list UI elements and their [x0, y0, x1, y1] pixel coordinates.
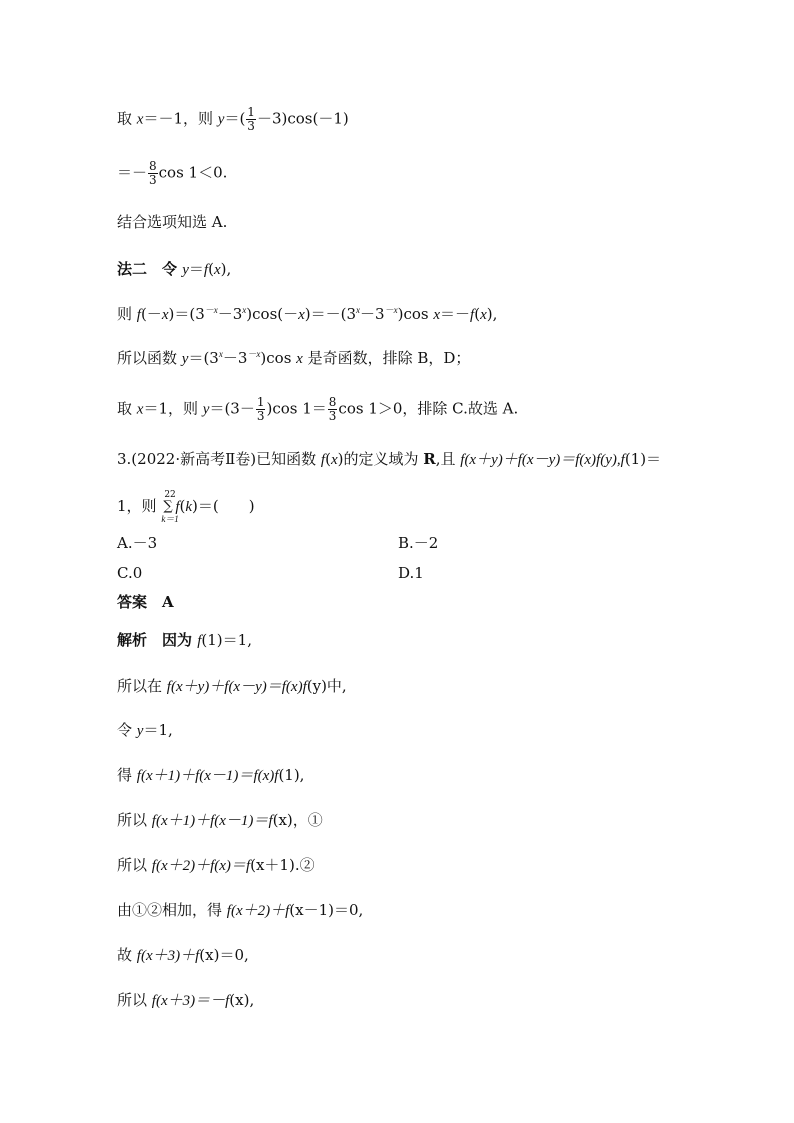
var-f: f [285, 903, 290, 919]
option-c: C.0 [117, 564, 143, 582]
text: (－ [140, 305, 162, 323]
numerator: 8 [328, 395, 337, 409]
numerator: 1 [256, 395, 265, 409]
text: 所以 [117, 991, 152, 1009]
text: )＝－(3 [304, 305, 357, 323]
text: (x＋3)＝－ [155, 993, 226, 1009]
text: ＝1, [143, 721, 173, 739]
var-f: f [175, 499, 180, 515]
text: (x－1)＝0, [289, 901, 364, 919]
question-3-stem [117, 449, 661, 470]
var-f: f [302, 679, 307, 695]
line-method-two [117, 259, 231, 280]
text: )cos [397, 305, 434, 323]
text: (1), [278, 766, 305, 784]
text: )＝( ) [192, 497, 255, 515]
var-f: f [195, 948, 200, 964]
text: (x＋y)＋ [464, 452, 518, 468]
text: (y)中, [306, 677, 347, 695]
fraction [246, 106, 256, 133]
var-f: f [460, 452, 465, 468]
var-x: x [480, 307, 487, 323]
var-f: f [225, 993, 230, 1009]
text: 取 [117, 109, 137, 128]
fraction [148, 160, 158, 187]
text: ( [325, 450, 331, 468]
sigma-sum [161, 490, 179, 524]
text: (x) [257, 768, 275, 784]
text: )的定义域为 [337, 450, 424, 468]
var-f: f [517, 452, 522, 468]
text: ＝( [224, 109, 246, 128]
text: )＝(3 [168, 305, 205, 323]
text: ,且 [435, 450, 461, 468]
text: －3 [217, 305, 243, 323]
text: ＝ [188, 260, 204, 278]
text: ＝－ [117, 163, 148, 182]
var-y: y [217, 111, 225, 128]
text: (1)＝1, [201, 631, 252, 649]
text: (y), [600, 452, 621, 468]
text: －3 [222, 349, 248, 367]
text: (1)＝ [624, 450, 662, 468]
var-f: f [320, 452, 326, 468]
var-y: y [181, 351, 189, 367]
var-f: f [151, 858, 156, 874]
text: (x) [285, 679, 303, 695]
text: (x), [229, 991, 255, 1009]
text: (x＋2)＋ [155, 858, 211, 874]
line-f-neg-x [117, 304, 497, 325]
numerator: 1 [247, 105, 255, 119]
text: (x＋3)＋ [140, 948, 196, 964]
question-3-sum [117, 490, 255, 524]
text: cos 1＞0，排除 C.故选 A. [338, 399, 519, 418]
solution-line-2 [117, 676, 347, 697]
text: 所以在 [117, 677, 167, 695]
text: 令 [117, 721, 137, 739]
text: (x)＝0, [199, 946, 249, 964]
var-f: f [470, 307, 475, 323]
var-x: x [330, 452, 338, 468]
var-f: f [197, 633, 202, 649]
line-result-neg [117, 160, 227, 187]
var-k: k [185, 499, 193, 515]
var-y: y [202, 401, 210, 418]
var-x: x [433, 307, 441, 323]
var-x: x [213, 262, 221, 278]
var-x: x [136, 111, 144, 128]
line-take-x-neg1 [117, 106, 349, 133]
var-f: f [151, 993, 156, 1009]
text: 由①②相加，得 [117, 901, 227, 919]
solution-line-4 [117, 765, 304, 786]
denominator: 3 [247, 119, 255, 133]
text: 取 [117, 399, 137, 418]
var-y: y [182, 262, 189, 278]
text: ＝1，则 [143, 399, 203, 418]
text: (x＋1)＋ [140, 768, 196, 784]
text: )cos [260, 349, 297, 367]
sum-lower: k＝1 [161, 514, 179, 524]
text: (x) [579, 452, 597, 468]
text: ( [208, 260, 214, 278]
text: cos 1＜0. [158, 163, 228, 182]
text: 所以 [117, 811, 152, 829]
var-f: f [620, 452, 625, 468]
var-f: f [136, 948, 141, 964]
line-take-x-1 [117, 396, 518, 423]
var-f: f [224, 679, 229, 695]
text: 是奇函数，排除 B，D； [302, 349, 471, 367]
text: 解析 因为 [117, 631, 198, 649]
text: 法二 令 [117, 260, 183, 278]
var-f: f [575, 452, 580, 468]
text: －3)cos(－1) [256, 109, 349, 128]
var-f: f [151, 813, 156, 829]
exponent: x [242, 305, 247, 315]
exponent: x [218, 349, 223, 359]
text: (x－y)＝ [228, 679, 282, 695]
var-f: f [245, 858, 251, 874]
text: 则 [117, 305, 137, 323]
var-f: f [195, 768, 200, 784]
text: )cos 1＝ [266, 399, 327, 418]
text: 故 [117, 946, 137, 964]
text: 结合选项知选 A. [117, 213, 228, 231]
denominator: 3 [149, 173, 157, 187]
fraction [328, 396, 338, 423]
sigma-symbol: ∑ [163, 499, 173, 514]
denominator: 3 [328, 409, 337, 423]
var-f: f [203, 262, 209, 278]
var-f: f [166, 679, 171, 695]
exponent: －x [247, 349, 261, 359]
set-r: R [423, 450, 436, 468]
sum-upper: 22 [164, 490, 176, 500]
text: (x＋1)＋ [155, 813, 211, 829]
text: ( [474, 305, 481, 323]
var-f: f [136, 768, 141, 784]
exponent: －x [384, 305, 398, 315]
exponent: x [356, 305, 361, 315]
var-f: f [596, 452, 601, 468]
var-f: f [136, 307, 141, 323]
var-x: x [296, 351, 303, 367]
solution-line-6 [117, 855, 315, 876]
var-f: f [210, 858, 215, 874]
var-f: f [268, 813, 273, 829]
answer: 答案 A [117, 593, 174, 611]
text: 得 [117, 766, 137, 784]
text: (x)＝ [214, 858, 246, 874]
solution-line-5 [117, 810, 323, 831]
text: ＝－ [440, 305, 471, 323]
text: (x)，① [272, 811, 323, 829]
solution-line-7 [117, 900, 363, 921]
text: －3 [360, 305, 385, 323]
var-x: x [298, 307, 305, 323]
text: (x－y)＝ [521, 452, 576, 468]
exponent: －x [204, 305, 218, 315]
var-f: f [253, 768, 258, 784]
solution-line-1 [117, 630, 252, 651]
text: (x＋1).② [250, 856, 315, 874]
denominator: 3 [256, 409, 265, 423]
var-x: x [161, 307, 169, 323]
numerator: 8 [149, 159, 157, 173]
var-f: f [274, 768, 279, 784]
var-x: x [136, 401, 144, 418]
solution-line-9 [117, 990, 254, 1011]
line-choose-a [117, 212, 227, 232]
solution-line-8 [117, 945, 249, 966]
text: ), [220, 260, 232, 278]
text: 1，则 [117, 497, 162, 515]
var-y: y [136, 723, 144, 739]
text: ＝(3 [188, 349, 219, 367]
fraction [256, 396, 266, 423]
var-f: f [210, 813, 215, 829]
text: 所以函数 [117, 349, 182, 367]
option-d: D.1 [398, 564, 424, 582]
text: (x＋2)＋ [230, 903, 286, 919]
text: ＝(3－ [209, 399, 255, 418]
text: ), [486, 305, 498, 323]
var-f: f [226, 903, 231, 919]
var-f: f [281, 679, 286, 695]
solution-line-3 [117, 720, 173, 741]
text: 所以 [117, 856, 152, 874]
line-odd-function [117, 348, 470, 369]
text: 3.(2022·新高考Ⅱ卷)已知函数 [117, 450, 321, 468]
option-a: A.－3 [117, 534, 158, 552]
option-b: B.－2 [398, 534, 439, 552]
text: )cos(－ [246, 305, 299, 323]
text: (x－1)＝ [214, 813, 269, 829]
text: ( [179, 497, 186, 515]
text: (x－1)＝ [199, 768, 254, 784]
text: (x＋y)＋ [170, 679, 225, 695]
text: ＝－1，则 [143, 109, 218, 128]
